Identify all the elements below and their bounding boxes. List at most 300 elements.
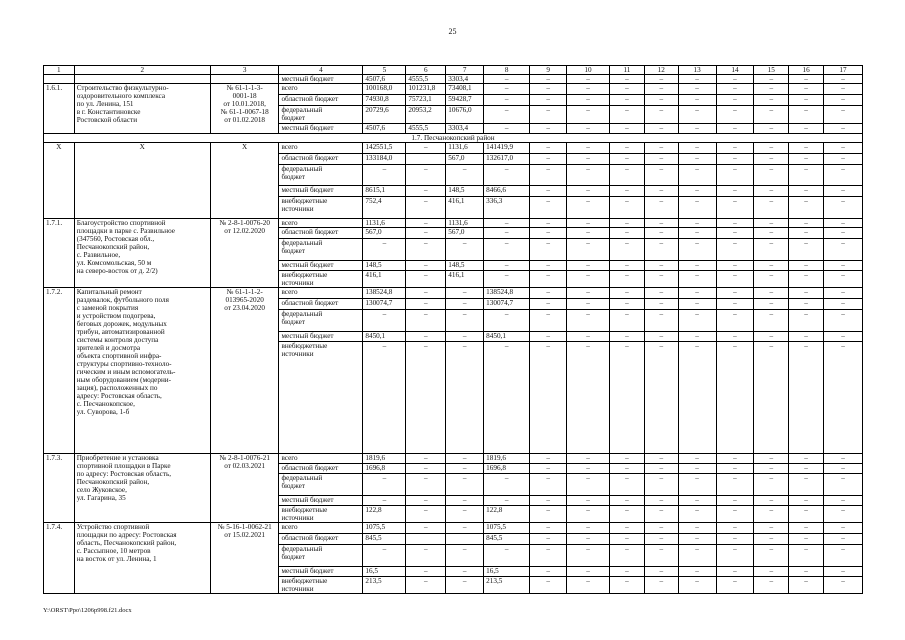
value-cell: – bbox=[610, 310, 645, 332]
value-cell: – bbox=[716, 332, 754, 342]
value-cell: – bbox=[567, 310, 610, 332]
value-cell: – bbox=[823, 154, 862, 165]
value-cell: – bbox=[716, 271, 754, 288]
value-cell: – bbox=[530, 506, 567, 523]
value-cell: – bbox=[610, 545, 645, 567]
value-cell: – bbox=[406, 577, 446, 594]
value-cell: – bbox=[446, 454, 484, 464]
value-cell: – bbox=[716, 106, 754, 124]
value-cell: – bbox=[644, 567, 678, 577]
value-cell: – bbox=[644, 219, 678, 228]
value-cell: 1696,8 bbox=[363, 464, 406, 474]
value-cell: – bbox=[567, 239, 610, 261]
value-cell: – bbox=[406, 228, 446, 239]
value-cell: – bbox=[823, 545, 862, 567]
value-cell: – bbox=[789, 454, 824, 464]
value-cell: – bbox=[644, 523, 678, 534]
value-cell: – bbox=[530, 299, 567, 310]
value-cell: – bbox=[484, 75, 530, 84]
value-cell: – bbox=[823, 523, 862, 534]
value-cell: – bbox=[530, 496, 567, 506]
value-cell: 148,5 bbox=[446, 186, 484, 197]
value-cell: – bbox=[678, 288, 716, 299]
value-cell: – bbox=[610, 84, 645, 95]
value-cell: – bbox=[716, 197, 754, 219]
value-cell: 101231,8 bbox=[406, 84, 446, 95]
value-cell: – bbox=[530, 219, 567, 228]
value-cell: – bbox=[678, 124, 716, 134]
value-cell: – bbox=[610, 474, 645, 496]
value-cell: – bbox=[678, 577, 716, 594]
item-number-cell: 1.7.2. bbox=[44, 288, 75, 454]
value-cell: – bbox=[754, 523, 789, 534]
value-cell: – bbox=[406, 464, 446, 474]
value-cell: 416,1 bbox=[363, 271, 406, 288]
value-cell: – bbox=[789, 523, 824, 534]
value-cell: – bbox=[610, 197, 645, 219]
value-cell: – bbox=[823, 567, 862, 577]
value-cell: – bbox=[716, 496, 754, 506]
value-cell: – bbox=[678, 165, 716, 186]
value-cell: – bbox=[644, 261, 678, 271]
value-cell: – bbox=[406, 496, 446, 506]
value-cell: – bbox=[823, 506, 862, 523]
value-cell: 148,5 bbox=[446, 261, 484, 271]
value-cell: 1131,6 bbox=[363, 219, 406, 228]
value-cell: – bbox=[678, 496, 716, 506]
value-cell: – bbox=[610, 506, 645, 523]
value-cell: 8615,1 bbox=[363, 186, 406, 197]
value-cell: – bbox=[716, 219, 754, 228]
value-cell: 8450,1 bbox=[484, 332, 530, 342]
value-cell: – bbox=[644, 95, 678, 106]
value-cell: – bbox=[567, 332, 610, 342]
value-cell: 1131,6 bbox=[446, 219, 484, 228]
value-cell: – bbox=[789, 310, 824, 332]
value-cell: – bbox=[823, 95, 862, 106]
value-cell: – bbox=[530, 464, 567, 474]
funding-source-cell: местный бюджет bbox=[279, 75, 363, 84]
value-cell: – bbox=[610, 567, 645, 577]
value-cell: – bbox=[754, 75, 789, 84]
value-cell: – bbox=[406, 332, 446, 342]
value-cell: – bbox=[754, 567, 789, 577]
value-cell: 73408,1 bbox=[446, 84, 484, 95]
value-cell: – bbox=[678, 506, 716, 523]
value-cell: – bbox=[567, 197, 610, 219]
value-cell: – bbox=[610, 577, 645, 594]
value-cell: – bbox=[823, 186, 862, 197]
value-cell: – bbox=[484, 261, 530, 271]
value-cell: 1075,5 bbox=[363, 523, 406, 534]
value-cell: – bbox=[678, 106, 716, 124]
value-cell: – bbox=[754, 454, 789, 464]
value-cell: – bbox=[678, 228, 716, 239]
value-cell: – bbox=[406, 219, 446, 228]
value-cell: – bbox=[644, 474, 678, 496]
value-cell: – bbox=[823, 143, 862, 154]
table-row bbox=[44, 219, 863, 228]
value-cell: – bbox=[610, 496, 645, 506]
value-cell: – bbox=[754, 474, 789, 496]
value-cell: – bbox=[406, 454, 446, 464]
value-cell: – bbox=[754, 228, 789, 239]
doc-cell bbox=[210, 75, 279, 84]
value-cell: 416,1 bbox=[446, 197, 484, 219]
value-cell: – bbox=[484, 342, 530, 454]
value-cell: 133184,0 bbox=[363, 154, 406, 165]
value-cell: – bbox=[678, 84, 716, 95]
value-cell: 1819,6 bbox=[484, 454, 530, 464]
doc-reference-cell: № 61-1-1-3- 0001-18 от 10.01.2018, № 61-1-0067-18 от 01.02.2018 bbox=[210, 84, 279, 134]
value-cell: 122,8 bbox=[484, 506, 530, 523]
value-cell: – bbox=[446, 496, 484, 506]
value-cell: – bbox=[446, 577, 484, 594]
value-cell: – bbox=[789, 332, 824, 342]
value-cell: – bbox=[678, 310, 716, 332]
value-cell: – bbox=[789, 165, 824, 186]
value-cell: 845,5 bbox=[363, 534, 406, 545]
value-cell: – bbox=[754, 496, 789, 506]
value-cell: 141419,9 bbox=[484, 143, 530, 154]
value-cell: 16,5 bbox=[363, 567, 406, 577]
value-cell: – bbox=[789, 219, 824, 228]
funding-source-cell: местный бюджет bbox=[279, 124, 363, 134]
table-row bbox=[44, 454, 863, 464]
column-number-header: 16 bbox=[789, 66, 824, 75]
value-cell: – bbox=[716, 84, 754, 95]
value-cell: – bbox=[823, 75, 862, 84]
value-cell: – bbox=[678, 219, 716, 228]
value-cell: 74930,8 bbox=[363, 95, 406, 106]
value-cell: – bbox=[644, 545, 678, 567]
value-cell: – bbox=[484, 496, 530, 506]
value-cell: – bbox=[406, 261, 446, 271]
value-cell bbox=[446, 534, 484, 545]
value-cell: – bbox=[363, 165, 406, 186]
value-cell: – bbox=[567, 523, 610, 534]
value-cell: – bbox=[567, 534, 610, 545]
value-cell: – bbox=[716, 454, 754, 464]
column-number-header: 4 bbox=[279, 66, 363, 75]
value-cell: – bbox=[530, 567, 567, 577]
column-number-header: 10 bbox=[567, 66, 610, 75]
value-cell: – bbox=[716, 261, 754, 271]
value-cell: – bbox=[823, 474, 862, 496]
value-cell: – bbox=[484, 165, 530, 186]
column-number-header: 2 bbox=[74, 66, 210, 75]
value-cell: – bbox=[363, 239, 406, 261]
value-cell: – bbox=[716, 124, 754, 134]
funding-source-cell: всего bbox=[279, 219, 363, 228]
value-cell: – bbox=[644, 239, 678, 261]
funding-source-cell: областной бюджет bbox=[279, 95, 363, 106]
funding-source-cell: областной бюджет bbox=[279, 154, 363, 165]
value-cell: – bbox=[754, 197, 789, 219]
funding-source-cell: федеральный бюджет bbox=[279, 545, 363, 567]
value-cell: – bbox=[567, 496, 610, 506]
value-cell: – bbox=[446, 332, 484, 342]
value-cell: – bbox=[446, 567, 484, 577]
value-cell: – bbox=[789, 474, 824, 496]
funding-source-cell: местный бюджет bbox=[279, 567, 363, 577]
value-cell: – bbox=[754, 143, 789, 154]
value-cell: – bbox=[823, 496, 862, 506]
funding-source-cell: внебюджетные источники bbox=[279, 342, 363, 454]
value-cell: – bbox=[530, 474, 567, 496]
value-cell: – bbox=[789, 545, 824, 567]
value-cell: – bbox=[754, 154, 789, 165]
value-cell: – bbox=[644, 577, 678, 594]
value-cell: – bbox=[610, 288, 645, 299]
value-cell: – bbox=[610, 534, 645, 545]
value-cell: – bbox=[754, 288, 789, 299]
value-cell: – bbox=[823, 84, 862, 95]
value-cell: – bbox=[530, 288, 567, 299]
value-cell: – bbox=[644, 288, 678, 299]
funding-source-cell: внебюджетные источники bbox=[279, 197, 363, 219]
value-cell: – bbox=[678, 197, 716, 219]
value-cell: – bbox=[446, 342, 484, 454]
value-cell: – bbox=[754, 239, 789, 261]
value-cell: – bbox=[754, 545, 789, 567]
value-cell: 567,0 bbox=[363, 228, 406, 239]
value-cell: – bbox=[610, 219, 645, 228]
value-cell: – bbox=[644, 228, 678, 239]
value-cell: – bbox=[644, 197, 678, 219]
value-cell: – bbox=[406, 239, 446, 261]
value-cell: – bbox=[484, 228, 530, 239]
funding-source-cell: местный бюджет bbox=[279, 186, 363, 197]
value-cell: – bbox=[446, 474, 484, 496]
value-cell: 336,3 bbox=[484, 197, 530, 219]
value-cell: 1075,5 bbox=[484, 523, 530, 534]
value-cell: 8450,1 bbox=[363, 332, 406, 342]
value-cell: – bbox=[644, 75, 678, 84]
value-cell: – bbox=[823, 454, 862, 464]
value-cell: – bbox=[530, 165, 567, 186]
value-cell: – bbox=[716, 474, 754, 496]
funding-source-cell: внебюджетные источники bbox=[279, 577, 363, 594]
value-cell: – bbox=[610, 95, 645, 106]
value-cell: 20953,2 bbox=[406, 106, 446, 124]
value-cell: – bbox=[567, 106, 610, 124]
value-cell: – bbox=[530, 545, 567, 567]
value-cell: – bbox=[567, 154, 610, 165]
value-cell: – bbox=[789, 228, 824, 239]
value-cell: – bbox=[530, 228, 567, 239]
value-cell: – bbox=[823, 228, 862, 239]
item-name-cell: Капитальный ремонт раздевалок, футбольного поля с заменой покрытия и устройством подогрева, беговых дорожек, модульных трибун, автоматизированной системы контроля доступа зрителей и досмотра объекта спортивной инфра- структуры спортивно-техноло- гическим и иным вспомогатель- ным оборудованием (модерни- зация), расположенных по адресу: Ростовская область, с. Песчанокопское, ул. Суворова, 1-б bbox=[74, 288, 210, 454]
value-cell: – bbox=[610, 143, 645, 154]
value-cell: – bbox=[789, 197, 824, 219]
value-cell: – bbox=[530, 197, 567, 219]
value-cell: – bbox=[678, 545, 716, 567]
value-cell: – bbox=[716, 165, 754, 186]
value-cell: – bbox=[754, 261, 789, 271]
value-cell: – bbox=[754, 506, 789, 523]
value-cell: – bbox=[789, 143, 824, 154]
value-cell: – bbox=[789, 154, 824, 165]
value-cell: – bbox=[716, 506, 754, 523]
value-cell: – bbox=[610, 75, 645, 84]
value-cell: – bbox=[644, 534, 678, 545]
column-number-header: 5 bbox=[363, 66, 406, 75]
value-cell: – bbox=[484, 106, 530, 124]
value-cell: – bbox=[823, 106, 862, 124]
value-cell: – bbox=[644, 310, 678, 332]
value-cell: – bbox=[406, 506, 446, 523]
value-cell: – bbox=[610, 332, 645, 342]
column-number-header: 15 bbox=[754, 66, 789, 75]
value-cell: – bbox=[530, 523, 567, 534]
value-cell: – bbox=[567, 84, 610, 95]
item-name-cell: Строительство физкультурно- оздоровительного комплекса по ул. Ленина, 151 в г. Константиновске Ростовской области bbox=[74, 84, 210, 134]
value-cell: – bbox=[716, 143, 754, 154]
value-cell: – bbox=[484, 95, 530, 106]
column-number-header: 3 bbox=[210, 66, 279, 75]
value-cell: – bbox=[754, 186, 789, 197]
value-cell: – bbox=[789, 506, 824, 523]
value-cell: – bbox=[823, 332, 862, 342]
value-cell: – bbox=[484, 219, 530, 228]
value-cell: – bbox=[644, 165, 678, 186]
value-cell: – bbox=[530, 534, 567, 545]
value-cell: – bbox=[789, 271, 824, 288]
value-cell: – bbox=[644, 496, 678, 506]
value-cell: 1131,6 bbox=[446, 143, 484, 154]
value-cell: – bbox=[754, 271, 789, 288]
funding-source-cell: внебюджетные источники bbox=[279, 271, 363, 288]
value-cell: – bbox=[678, 523, 716, 534]
value-cell: – bbox=[754, 95, 789, 106]
value-cell: 148,5 bbox=[363, 261, 406, 271]
value-cell: 4555,5 bbox=[406, 75, 446, 84]
value-cell: – bbox=[823, 288, 862, 299]
value-cell: – bbox=[446, 464, 484, 474]
value-cell: – bbox=[484, 545, 530, 567]
value-cell: – bbox=[530, 154, 567, 165]
value-cell: – bbox=[678, 299, 716, 310]
value-cell: – bbox=[678, 454, 716, 464]
value-cell: 752,4 bbox=[363, 197, 406, 219]
value-cell: – bbox=[610, 454, 645, 464]
value-cell: 213,5 bbox=[363, 577, 406, 594]
value-cell: – bbox=[610, 106, 645, 124]
value-cell: 138524,8 bbox=[484, 288, 530, 299]
value-cell: – bbox=[789, 239, 824, 261]
value-cell: – bbox=[716, 288, 754, 299]
value-cell: – bbox=[446, 299, 484, 310]
value-cell: – bbox=[406, 143, 446, 154]
value-cell: – bbox=[567, 567, 610, 577]
value-cell: – bbox=[484, 271, 530, 288]
value-cell: – bbox=[678, 534, 716, 545]
value-cell: – bbox=[644, 342, 678, 454]
value-cell: 3303,4 bbox=[446, 75, 484, 84]
value-cell: 3303,4 bbox=[446, 124, 484, 134]
value-cell: – bbox=[406, 523, 446, 534]
x-cell: Х bbox=[74, 143, 210, 219]
value-cell: – bbox=[716, 567, 754, 577]
value-cell: – bbox=[484, 124, 530, 134]
value-cell: – bbox=[789, 84, 824, 95]
value-cell: – bbox=[754, 310, 789, 332]
column-number-header: 17 bbox=[823, 66, 862, 75]
funding-source-cell: областной бюджет bbox=[279, 464, 363, 474]
funding-source-cell: местный бюджет bbox=[279, 261, 363, 271]
value-cell: – bbox=[484, 310, 530, 332]
value-cell: – bbox=[406, 271, 446, 288]
column-number-header: 8 bbox=[484, 66, 530, 75]
value-cell: – bbox=[446, 523, 484, 534]
funding-source-cell: федеральный бюджет bbox=[279, 165, 363, 186]
value-cell: – bbox=[363, 342, 406, 454]
value-cell: – bbox=[567, 219, 610, 228]
doc-reference-cell: № 61-1-1-2- 013965-2020 от 23.04.2020 bbox=[210, 288, 279, 454]
value-cell: – bbox=[446, 310, 484, 332]
value-cell: – bbox=[823, 299, 862, 310]
value-cell: – bbox=[754, 577, 789, 594]
value-cell: – bbox=[446, 239, 484, 261]
value-cell: 1819,6 bbox=[363, 454, 406, 464]
column-number-header: 12 bbox=[644, 66, 678, 75]
value-cell: – bbox=[406, 474, 446, 496]
x-cell: Х bbox=[44, 143, 75, 219]
value-cell: – bbox=[716, 523, 754, 534]
doc-reference-cell: № 5-16-1-0062-21 от 15.02.2021 bbox=[210, 523, 279, 594]
value-cell: – bbox=[567, 464, 610, 474]
value-cell: – bbox=[567, 506, 610, 523]
value-cell: – bbox=[610, 342, 645, 454]
value-cell: – bbox=[644, 143, 678, 154]
value-cell: – bbox=[530, 310, 567, 332]
table-row bbox=[44, 288, 863, 299]
value-cell: – bbox=[678, 154, 716, 165]
value-cell: – bbox=[567, 186, 610, 197]
value-cell: – bbox=[530, 95, 567, 106]
value-cell: – bbox=[610, 186, 645, 197]
value-cell: – bbox=[567, 261, 610, 271]
value-cell: – bbox=[406, 310, 446, 332]
table-row bbox=[44, 143, 863, 154]
value-cell: – bbox=[823, 577, 862, 594]
value-cell: – bbox=[406, 299, 446, 310]
value-cell: – bbox=[610, 124, 645, 134]
value-cell: – bbox=[789, 299, 824, 310]
value-cell: – bbox=[567, 228, 610, 239]
value-cell: 16,5 bbox=[484, 567, 530, 577]
value-cell: – bbox=[567, 545, 610, 567]
value-cell: – bbox=[610, 299, 645, 310]
value-cell: – bbox=[678, 342, 716, 454]
funding-source-cell: федеральный бюджет bbox=[279, 474, 363, 496]
value-cell: – bbox=[716, 154, 754, 165]
value-cell: – bbox=[530, 75, 567, 84]
column-number-header: 7 bbox=[446, 66, 484, 75]
value-cell: – bbox=[678, 239, 716, 261]
value-cell: – bbox=[644, 106, 678, 124]
item-name-cell: Устройство спортивной площадки по адресу: Ростовская область, Песчанокопский район, с. Рассыпное, 10 метров на восток от ул. Ленина, 1 bbox=[74, 523, 210, 594]
value-cell: – bbox=[789, 75, 824, 84]
value-cell: – bbox=[363, 474, 406, 496]
value-cell: – bbox=[406, 197, 446, 219]
value-cell: – bbox=[823, 271, 862, 288]
value-cell: – bbox=[789, 261, 824, 271]
item-number-cell: 1.7.1. bbox=[44, 219, 75, 288]
value-cell: – bbox=[754, 84, 789, 95]
funding-source-cell: областной бюджет bbox=[279, 228, 363, 239]
